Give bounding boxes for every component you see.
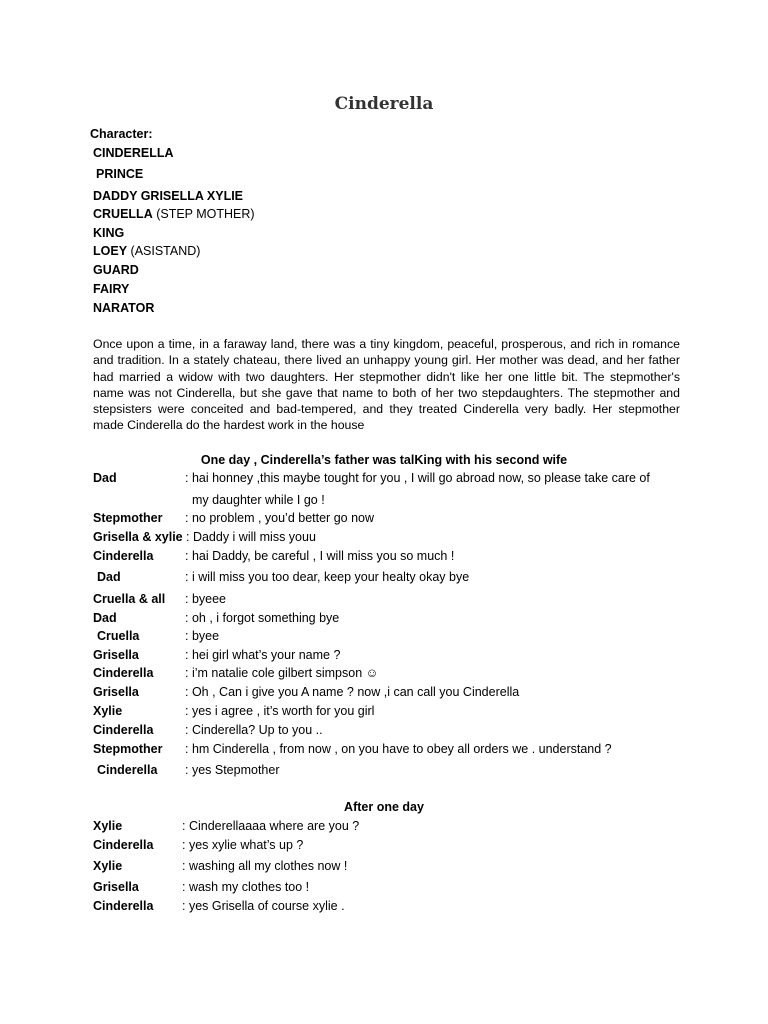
character-heading: Character:: [90, 127, 153, 141]
character-item: [93, 262, 139, 278]
dialogue-speaker: Cruella: [97, 629, 140, 643]
dialogue-text: : yes Stepmother: [185, 763, 280, 777]
character-item: [93, 188, 243, 204]
dialogue-text: my daughter while I go !: [192, 493, 325, 507]
dialogue-speaker: Cinderella: [93, 838, 154, 852]
dialogue-speaker: Dad: [97, 570, 121, 584]
dialogue-text: : Cinderella? Up to you ..: [185, 723, 323, 737]
dialogue-text: : Daddy i will miss youu: [186, 530, 316, 544]
dialogue-speaker: Xylie: [93, 859, 123, 873]
dialogue-speaker: Cinderella: [93, 723, 154, 737]
dialogue-text: : byeee: [185, 592, 227, 606]
intro-paragraph: Once upon a time, in a faraway land, there was a tiny kingdom, peaceful, prosperous, and rich in romance and tradition. In a stately chateau, there lived an unhappy young girl. Her mother was dead, and her father had married a widow with two daughters. Her stepmother didn't like her one little bit. The stepmother's name was not Cinderella, but she gave that name to both of her two stepdaughters. The stepmother and stepsisters were conceited and bad-tempered, and they treated Cinderella very badly. Her stepmother made Cinderella do the hardest work in the house: [93, 337, 680, 433]
dialogue-text: : hai honney ,this maybe tought for you , I will go abroad now, so please take care of: [185, 471, 650, 485]
dialogue-speaker: Grisella: [93, 880, 139, 894]
dialogue-text: : yes i agree , it’s worth for you girl: [185, 704, 375, 718]
dialogue-speaker: Stepmother: [93, 511, 163, 525]
character-name: KING: [93, 226, 125, 240]
character-item: [93, 145, 174, 161]
dialogue-text: : i will miss you too dear, keep your healty okay bye: [185, 570, 470, 584]
character-item: [93, 300, 154, 316]
character-name: DADDY GRISELLA XYLIE: [93, 189, 244, 203]
dialogue-speaker: Cinderella: [97, 763, 158, 777]
character-note: (STEP MOTHER): [156, 207, 255, 221]
character-name: CINDERELLA: [93, 146, 174, 160]
character-name: GUARD: [93, 263, 139, 277]
dialogue-speaker: Cruella & all: [93, 592, 166, 606]
character-item: [93, 243, 200, 259]
character-item: [93, 225, 124, 241]
dialogue-speaker: Grisella & xylie: [93, 530, 183, 544]
character-note: (ASISTAND): [130, 244, 201, 258]
dialogue-text: : no problem , you’d better go now: [185, 511, 375, 525]
scene-heading: One day , Cinderella’s father was talKing with his second wife: [200, 453, 568, 467]
dialogue-text: : i’m natalie cole gilbert simpson ☺: [185, 666, 379, 680]
character-item: [93, 281, 129, 297]
dialogue-speaker: Dad: [93, 471, 117, 485]
character-name: LOEY: [93, 244, 128, 258]
dialogue-speaker: Grisella: [93, 685, 139, 699]
character-item: [93, 206, 255, 222]
dialogue-text: : oh , i forgot something bye: [185, 611, 340, 625]
dialogue-speaker: Cinderella: [93, 666, 154, 680]
dialogue-text: : Cinderellaaaa where are you ?: [182, 819, 360, 833]
dialogue-speaker: Grisella: [93, 648, 139, 662]
dialogue-text: : hei girl what’s your name ?: [185, 648, 341, 662]
scene-heading: After one day: [344, 800, 424, 814]
dialogue-speaker: Cinderella: [93, 549, 154, 563]
character-name: CRUELLA: [93, 207, 153, 221]
dialogue-text: : Oh , Can i give you A name ? now ,i can call you Cinderella: [185, 685, 520, 699]
dialogue-text: : hm Cinderella , from now , on you have to obey all orders we . understand ?: [185, 742, 612, 756]
character-name: FAIRY: [93, 282, 130, 296]
dialogue-speaker: Xylie: [93, 819, 123, 833]
dialogue-speaker: Cinderella: [93, 899, 154, 913]
dialogue-text: : hai Daddy, be careful , I will miss you so much !: [185, 549, 455, 563]
dialogue-speaker: Dad: [93, 611, 117, 625]
dialogue-text: : byee: [185, 629, 220, 643]
dialogue-text: : yes Grisella of course xylie .: [182, 899, 345, 913]
dialogue-text: : yes xylie what’s up ?: [182, 838, 304, 852]
character-name: PRINCE: [96, 167, 144, 181]
dialogue-text: : wash my clothes too !: [182, 880, 310, 894]
dialogue-text: : washing all my clothes now !: [182, 859, 348, 873]
character-item: [96, 166, 143, 182]
dialogue-speaker: Xylie: [93, 704, 123, 718]
dialogue-speaker: Stepmother: [93, 742, 163, 756]
document-title: Cinderella: [334, 94, 434, 114]
character-name: NARATOR: [93, 301, 155, 315]
